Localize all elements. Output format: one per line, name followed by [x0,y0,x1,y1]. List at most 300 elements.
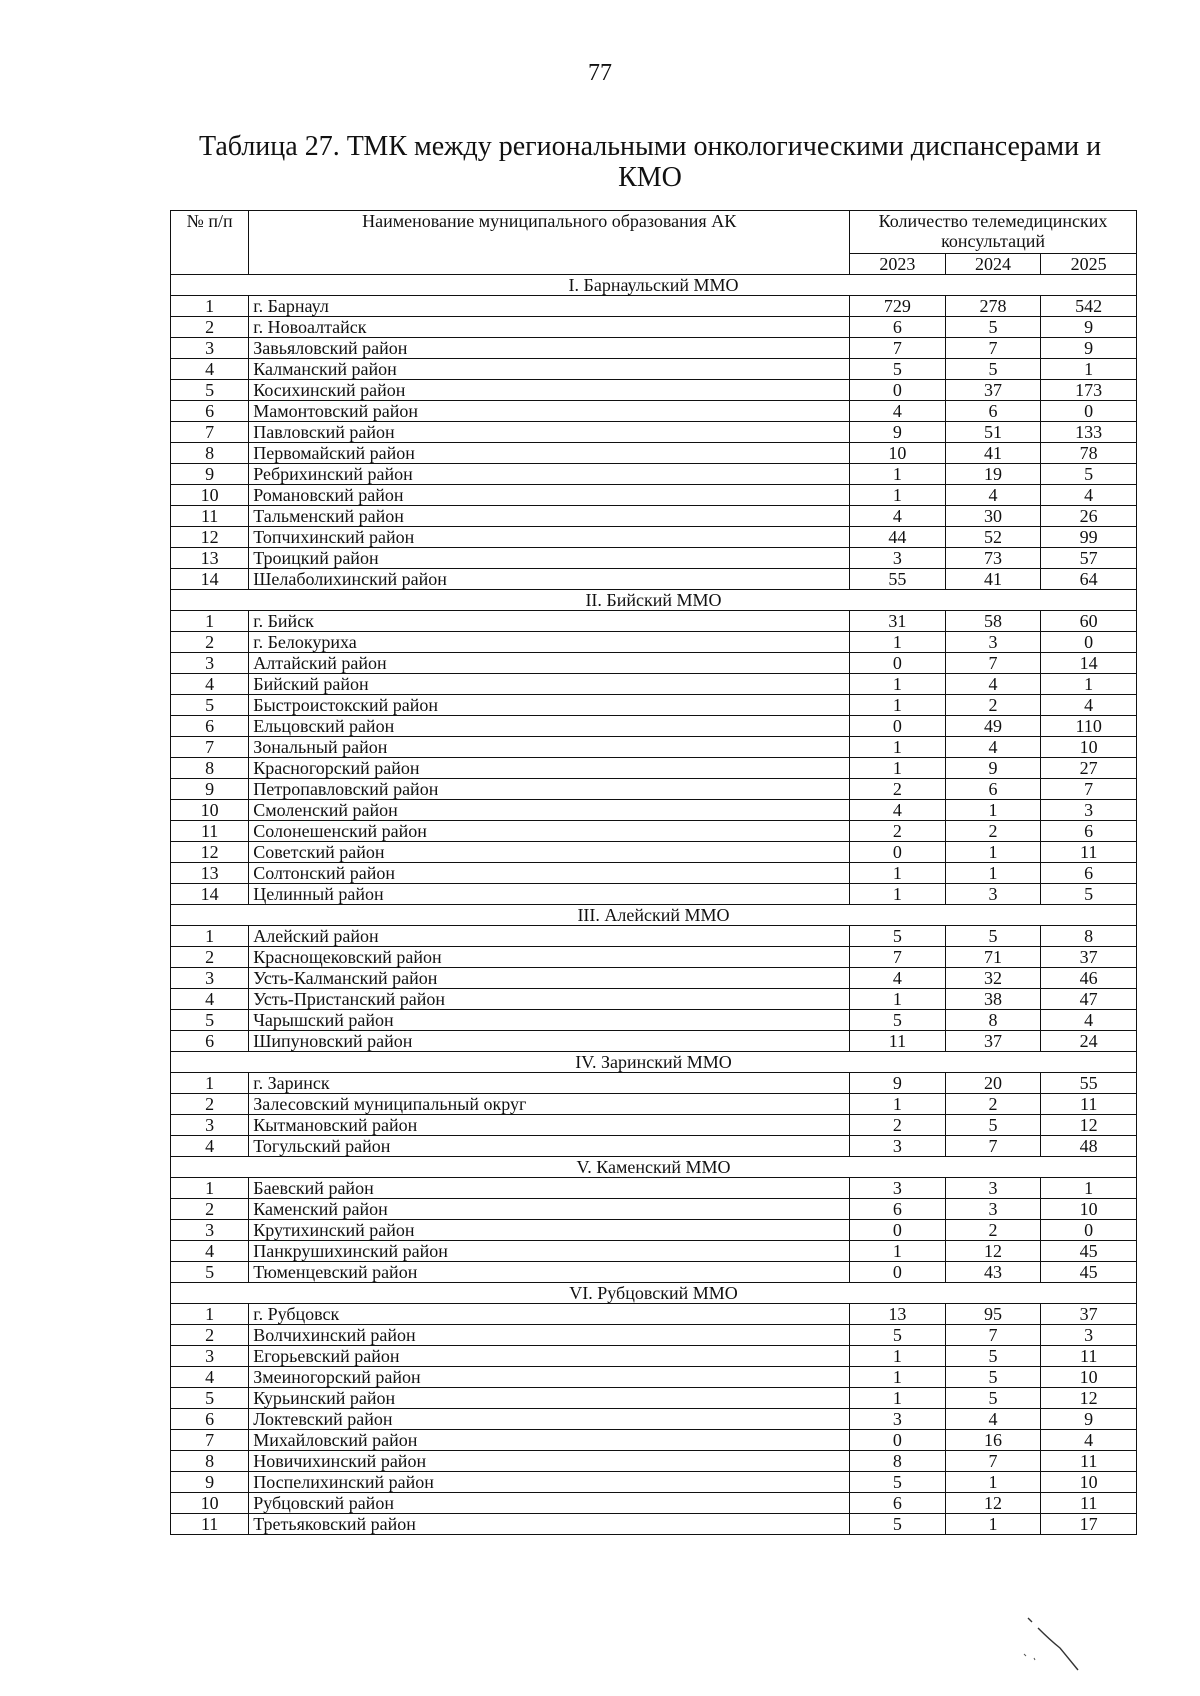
cell-name: Тогульский район [249,1136,850,1157]
cell-2025: 4 [1041,695,1137,716]
cell-number: 11 [171,821,249,842]
cell-2024: 37 [945,1031,1041,1052]
table-row [171,422,1137,443]
cell-2025: 78 [1041,443,1137,464]
table-row [171,401,1137,422]
cell-2025: 12 [1041,1388,1137,1409]
cell-number: 1 [171,1304,249,1325]
table-row [171,1073,1137,1094]
table-row [171,569,1137,590]
table-row [171,1010,1137,1031]
cell-2025: 133 [1041,422,1137,443]
cell-number: 13 [171,548,249,569]
cell-2025: 1 [1041,674,1137,695]
table-row [171,989,1137,1010]
cell-2023: 13 [850,1304,946,1325]
col-header-number: № п/п [171,211,249,275]
cell-2023: 5 [850,1472,946,1493]
cell-2024: 1 [945,1514,1041,1535]
cell-name: Локтевский район [249,1409,850,1430]
cell-2024: 4 [945,674,1041,695]
cell-2024: 12 [945,1493,1041,1514]
cell-number: 3 [171,1346,249,1367]
cell-name: Смоленский район [249,800,850,821]
cell-2023: 5 [850,359,946,380]
cell-2024: 8 [945,1010,1041,1031]
cell-name: Тюменцевский район [249,1262,850,1283]
cell-2025: 11 [1041,1451,1137,1472]
table-row [171,338,1137,359]
cell-2025: 64 [1041,569,1137,590]
cell-2025: 0 [1041,401,1137,422]
cell-2024: 37 [945,380,1041,401]
table-caption-line-1: Таблица 27. ТМК между региональными онкологическими диспансерами и [198,131,1102,162]
col-header-year-2025: 2025 [1041,254,1137,275]
cell-2024: 5 [945,1367,1041,1388]
cell-number: 5 [171,695,249,716]
cell-number: 4 [171,1136,249,1157]
table-row [171,1451,1137,1472]
cell-2023: 1 [850,1094,946,1115]
section-header-row [171,1157,1137,1178]
cell-number: 8 [171,443,249,464]
cell-2024: 73 [945,548,1041,569]
cell-2023: 1 [850,632,946,653]
cell-number: 10 [171,1493,249,1514]
table-row [171,821,1137,842]
cell-name: Курьинский район [249,1388,850,1409]
cell-2025: 57 [1041,548,1137,569]
cell-2023: 8 [850,1451,946,1472]
cell-name: Павловский район [249,422,850,443]
section-header-row [171,590,1137,611]
table-row [171,296,1137,317]
cell-name: Первомайский район [249,443,850,464]
cell-2025: 542 [1041,296,1137,317]
table-row [171,1325,1137,1346]
cell-number: 4 [171,359,249,380]
cell-name: Чарышский район [249,1010,850,1031]
table-row [171,527,1137,548]
col-header-name: Наименование муниципального образования АК [249,211,850,275]
cell-2024: 1 [945,842,1041,863]
table-row [171,1262,1137,1283]
cell-2023: 1 [850,485,946,506]
cell-2023: 31 [850,611,946,632]
table-row [171,863,1137,884]
table-row [171,1493,1137,1514]
table-row [171,1241,1137,1262]
cell-2024: 278 [945,296,1041,317]
cell-2024: 5 [945,1388,1041,1409]
cell-name: Ребрихинский район [249,464,850,485]
cell-name: г. Новоалтайск [249,317,850,338]
cell-2025: 46 [1041,968,1137,989]
cell-2025: 3 [1041,800,1137,821]
table-row [171,632,1137,653]
cell-2023: 6 [850,317,946,338]
cell-2025: 10 [1041,1472,1137,1493]
table-row [171,947,1137,968]
cell-number: 4 [171,674,249,695]
cell-2023: 0 [850,380,946,401]
cell-number: 1 [171,926,249,947]
section-title: I. Барнаульский ММО [171,275,1137,296]
cell-2025: 6 [1041,863,1137,884]
cell-number: 4 [171,989,249,1010]
section-title: IV. Заринский ММО [171,1052,1137,1073]
cell-2023: 729 [850,296,946,317]
section-title: II. Бийский ММО [171,590,1137,611]
cell-2024: 30 [945,506,1041,527]
cell-number: 5 [171,1262,249,1283]
cell-name: Мамонтовский район [249,401,850,422]
col-header-year-2023: 2023 [850,254,946,275]
table-row [171,1220,1137,1241]
cell-number: 7 [171,422,249,443]
cell-2023: 1 [850,1241,946,1262]
cell-name: г. Заринск [249,1073,850,1094]
cell-number: 1 [171,1178,249,1199]
cell-number: 6 [171,716,249,737]
cell-2025: 10 [1041,1199,1137,1220]
cell-2025: 17 [1041,1514,1137,1535]
cell-2024: 5 [945,926,1041,947]
cell-name: Косихинский район [249,380,850,401]
cell-2024: 49 [945,716,1041,737]
cell-2023: 0 [850,842,946,863]
cell-2024: 58 [945,611,1041,632]
cell-2023: 1 [850,737,946,758]
cell-2023: 1 [850,989,946,1010]
cell-2023: 5 [850,1325,946,1346]
page-number: 77 [588,60,612,86]
cell-2023: 1 [850,674,946,695]
cell-name: Крутихинский район [249,1220,850,1241]
cell-2023: 0 [850,716,946,737]
cell-2024: 5 [945,1346,1041,1367]
cell-2023: 3 [850,1409,946,1430]
cell-name: Солонешенский район [249,821,850,842]
cell-number: 6 [171,401,249,422]
cell-2023: 2 [850,1115,946,1136]
cell-number: 8 [171,758,249,779]
cell-name: Алейский район [249,926,850,947]
table-row [171,1472,1137,1493]
cell-number: 12 [171,842,249,863]
cell-number: 2 [171,1094,249,1115]
cell-2023: 1 [850,464,946,485]
cell-name: Третьяковский район [249,1514,850,1535]
cell-name: Каменский район [249,1199,850,1220]
cell-name: Троицкий район [249,548,850,569]
cell-2025: 27 [1041,758,1137,779]
cell-2024: 4 [945,737,1041,758]
cell-2025: 110 [1041,716,1137,737]
cell-name: Залесовский муниципальный округ [249,1094,850,1115]
cell-2025: 45 [1041,1241,1137,1262]
cell-number: 3 [171,1115,249,1136]
cell-2024: 52 [945,527,1041,548]
table-row [171,1346,1137,1367]
table-row [171,1178,1137,1199]
table-row [171,317,1137,338]
cell-2023: 11 [850,1031,946,1052]
table-row [171,1367,1137,1388]
cell-name: Романовский район [249,485,850,506]
cell-2025: 9 [1041,338,1137,359]
table-row [171,1388,1137,1409]
cell-2023: 4 [850,800,946,821]
cell-2025: 60 [1041,611,1137,632]
cell-2023: 5 [850,1010,946,1031]
data-table [170,210,1137,1535]
cell-2024: 2 [945,695,1041,716]
cell-2024: 19 [945,464,1041,485]
cell-number: 10 [171,485,249,506]
cell-2023: 7 [850,947,946,968]
table-body [171,275,1137,1535]
cell-number: 2 [171,317,249,338]
table-row [171,1094,1137,1115]
cell-2025: 0 [1041,632,1137,653]
cell-2023: 1 [850,884,946,905]
cell-name: Зональный район [249,737,850,758]
cell-2024: 5 [945,359,1041,380]
cell-number: 6 [171,1409,249,1430]
table-row [171,380,1137,401]
table-row [171,653,1137,674]
table-row [171,359,1137,380]
cell-2024: 95 [945,1304,1041,1325]
section-title: V. Каменский ММО [171,1157,1137,1178]
cell-name: Алтайский район [249,653,850,674]
cell-2023: 0 [850,653,946,674]
cell-2024: 38 [945,989,1041,1010]
cell-number: 8 [171,1451,249,1472]
cell-2023: 10 [850,443,946,464]
cell-2025: 3 [1041,1325,1137,1346]
cell-2023: 0 [850,1430,946,1451]
cell-2024: 12 [945,1241,1041,1262]
cell-number: 12 [171,527,249,548]
cell-name: Михайловский район [249,1430,850,1451]
cell-name: Усть-Калманский район [249,968,850,989]
cell-name: Калманский район [249,359,850,380]
cell-2024: 2 [945,821,1041,842]
cell-number: 1 [171,1073,249,1094]
cell-2024: 1 [945,800,1041,821]
cell-2024: 43 [945,1262,1041,1283]
cell-2024: 9 [945,758,1041,779]
cell-2024: 5 [945,1115,1041,1136]
cell-2024: 1 [945,863,1041,884]
cell-2025: 1 [1041,359,1137,380]
cell-2025: 10 [1041,737,1137,758]
cell-2025: 10 [1041,1367,1137,1388]
cell-number: 4 [171,1241,249,1262]
cell-2025: 55 [1041,1073,1137,1094]
cell-number: 1 [171,611,249,632]
cell-2023: 55 [850,569,946,590]
cell-2025: 37 [1041,947,1137,968]
cell-number: 10 [171,800,249,821]
cell-2023: 5 [850,926,946,947]
data-table-wrapper [170,210,1137,1535]
table-row [171,716,1137,737]
cell-name: Топчихинский район [249,527,850,548]
cell-2025: 4 [1041,485,1137,506]
cell-2023: 4 [850,401,946,422]
cell-name: Волчихинский район [249,1325,850,1346]
cell-name: Шелаболихинский район [249,569,850,590]
cell-2024: 2 [945,1094,1041,1115]
cell-2025: 26 [1041,506,1137,527]
cell-2024: 4 [945,1409,1041,1430]
cell-2023: 4 [850,506,946,527]
cell-2025: 0 [1041,1220,1137,1241]
cell-2025: 11 [1041,842,1137,863]
cell-name: Панкрушихинский район [249,1241,850,1262]
cell-number: 5 [171,1388,249,1409]
cell-2023: 1 [850,1388,946,1409]
cell-2024: 5 [945,317,1041,338]
table-row [171,842,1137,863]
table-row [171,1199,1137,1220]
table-row [171,758,1137,779]
section-header-row [171,905,1137,926]
cell-2024: 3 [945,1178,1041,1199]
cell-2023: 1 [850,758,946,779]
cell-number: 5 [171,380,249,401]
table-row [171,485,1137,506]
cell-name: Тальменский район [249,506,850,527]
cell-number: 9 [171,464,249,485]
cell-2023: 7 [850,338,946,359]
table-header [171,211,1137,275]
cell-2025: 47 [1041,989,1137,1010]
cell-number: 2 [171,1325,249,1346]
cell-number: 6 [171,1031,249,1052]
cell-2023: 1 [850,863,946,884]
cell-name: Петропавловский район [249,779,850,800]
section-header-row [171,275,1137,296]
cell-2025: 8 [1041,926,1137,947]
cell-name: г. Белокуриха [249,632,850,653]
cell-number: 5 [171,1010,249,1031]
cell-2025: 4 [1041,1010,1137,1031]
cell-number: 3 [171,338,249,359]
cell-name: Ельцовский район [249,716,850,737]
table-row [171,611,1137,632]
cell-name: Шипуновский район [249,1031,850,1052]
table-row [171,674,1137,695]
cell-2024: 41 [945,569,1041,590]
table-caption-line-2: КМО [618,162,682,193]
cell-number: 14 [171,884,249,905]
cell-2023: 1 [850,1346,946,1367]
table-row [171,443,1137,464]
table-row [171,968,1137,989]
cell-number: 11 [171,1514,249,1535]
cell-name: Усть-Пристанский район [249,989,850,1010]
table-row [171,779,1137,800]
cell-name: Кытмановский район [249,1115,850,1136]
cell-2025: 14 [1041,653,1137,674]
cell-2024: 7 [945,653,1041,674]
cell-name: Новичихинский район [249,1451,850,1472]
cell-name: Егорьевский район [249,1346,850,1367]
cell-2025: 99 [1041,527,1137,548]
cell-number: 7 [171,1430,249,1451]
cell-number: 9 [171,1472,249,1493]
table-row [171,1304,1137,1325]
cell-2024: 41 [945,443,1041,464]
cell-2023: 1 [850,1367,946,1388]
cell-2024: 20 [945,1073,1041,1094]
cell-2025: 1 [1041,1178,1137,1199]
cell-number: 14 [171,569,249,590]
cell-2023: 44 [850,527,946,548]
cell-2024: 6 [945,779,1041,800]
cell-name: Краснощековский район [249,947,850,968]
table-row [171,1430,1137,1451]
cell-name: Солтонский район [249,863,850,884]
cell-name: Быстроистокский район [249,695,850,716]
cell-name: г. Рубцовск [249,1304,850,1325]
cell-number: 1 [171,296,249,317]
cell-number: 4 [171,1367,249,1388]
cell-number: 3 [171,653,249,674]
cell-2024: 16 [945,1430,1041,1451]
cell-name: Баевский район [249,1178,850,1199]
table-row [171,1136,1137,1157]
cell-2025: 173 [1041,380,1137,401]
table-row [171,1115,1137,1136]
cell-2024: 32 [945,968,1041,989]
cell-2024: 7 [945,1325,1041,1346]
cell-2024: 51 [945,422,1041,443]
col-header-consultations: Количество телемедицинских консультаций [850,211,1137,254]
table-row [171,1409,1137,1430]
cell-name: Бийский район [249,674,850,695]
cell-name: Змеиногорский район [249,1367,850,1388]
col-header-year-2024: 2024 [945,254,1041,275]
cell-name: Красногорский район [249,758,850,779]
cell-2025: 37 [1041,1304,1137,1325]
cell-2023: 1 [850,695,946,716]
cell-2023: 2 [850,821,946,842]
cell-name: Целинный район [249,884,850,905]
cell-2023: 3 [850,548,946,569]
cell-2023: 6 [850,1199,946,1220]
section-title: III. Алейский ММО [171,905,1137,926]
cell-name: г. Бийск [249,611,850,632]
cell-2024: 7 [945,1451,1041,1472]
section-header-row [171,1052,1137,1073]
cell-number: 2 [171,947,249,968]
cell-2023: 0 [850,1262,946,1283]
table-row [171,884,1137,905]
cell-2024: 7 [945,1136,1041,1157]
cell-2024: 3 [945,1199,1041,1220]
cell-2025: 45 [1041,1262,1137,1283]
table-row [171,1031,1137,1052]
cell-number: 2 [171,1199,249,1220]
table-row [171,737,1137,758]
table-row [171,1514,1137,1535]
cell-2024: 3 [945,632,1041,653]
